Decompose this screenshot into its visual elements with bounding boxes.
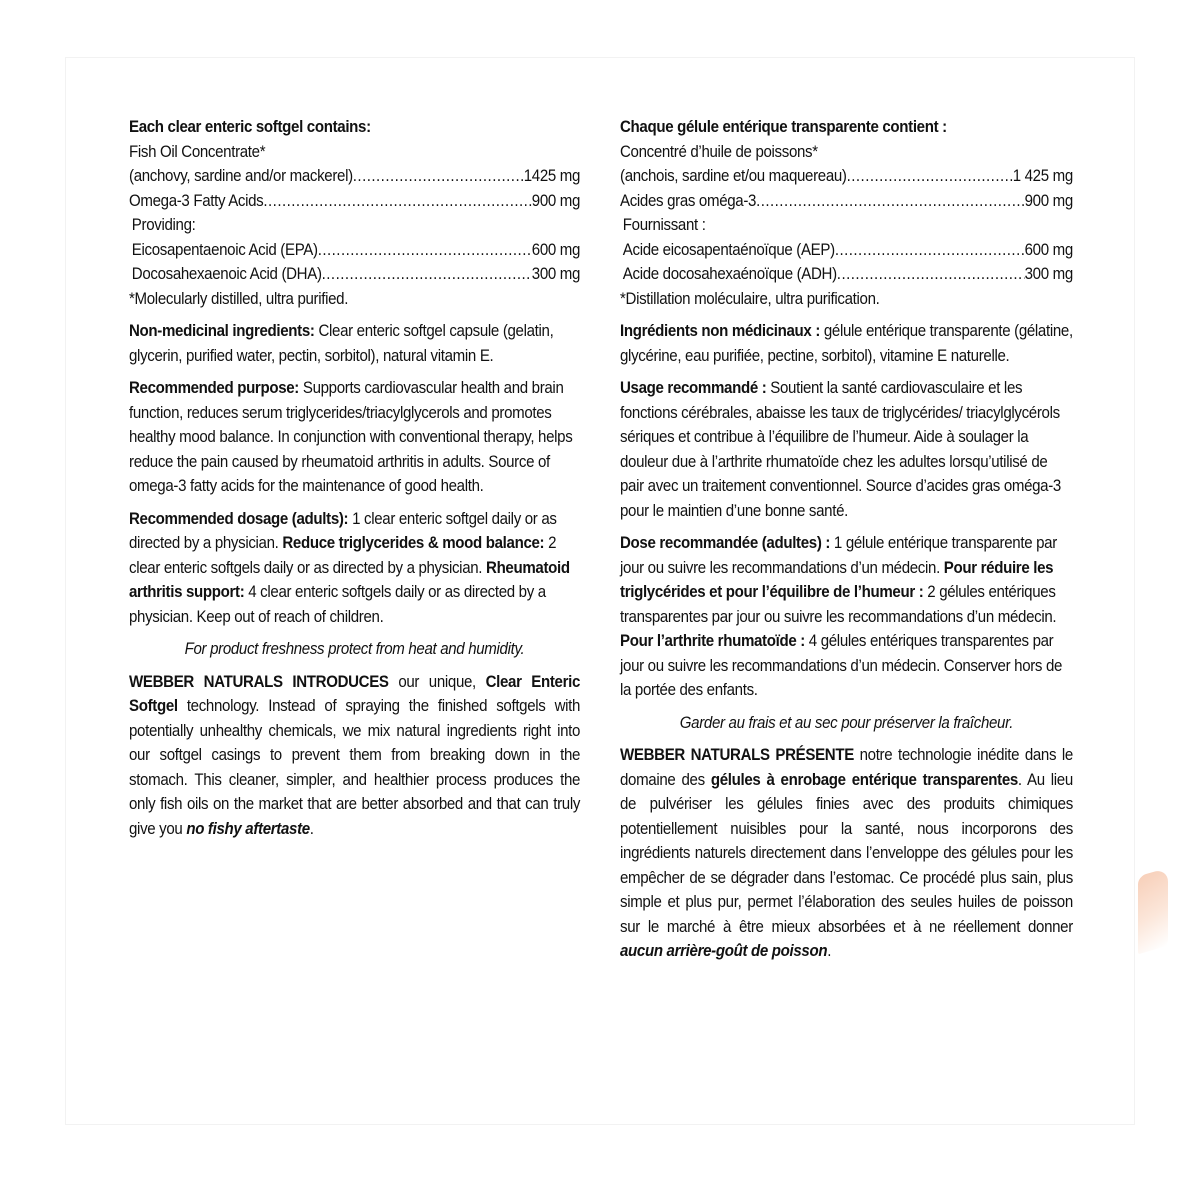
fish-oil-label-fr: Concentré d’huile de poissons* (620, 142, 818, 161)
intro-paragraph-en: WEBBER NATURALS INTRODUCES our unique, Clear Enteric Softgel technology. Instead of spraying the finished softgels with potentially unhealthy chemicals, we mix natural ingredients right into our softgel casings to prevent them from breaking down in the stomach. This cleaner, simpler, and healthier process produces the only fish oils on the market that are better absorbed and that can truly give you no fishy aftertaste. (129, 672, 581, 838)
fish-oil-label-en: Fish Oil Concentrate* (129, 142, 266, 161)
ingredient-row-en: Docosahexaenoic Acid (DHA) ..... 300 mg (129, 262, 580, 287)
purpose-paragraph-en: Recommended purpose: Supports cardiovascular health and brain function, reduces serum triglycerides/triacylglycerols and promotes healthy mood balance. In conjunction with conventional therapy, helps reduce the pain caused by rheumatoid arthritis in adults. Source of omega-3 fatty acids for the maintenance of good health. (129, 379, 573, 495)
supplement-facts-fr (620, 115, 1073, 311)
freshness-note-en: For product freshness protect from heat and humidity. (184, 640, 525, 658)
purpose-paragraph-fr: Usage recommandé : Soutient la santé cardiovasculaire et les fonctions cérébrales, abaisse les taux de triglycérides/ triacylglycérols sériques et contribue à l’équilibre de l’humeur. Aide à soulager la douleur due à l’arthrite rhumatoïde chez les adultes lorsqu’utilisé de pair avec un traitement conventionnel. Source d’acides gras oméga-3 pour le maintien d’une bonne santé. (620, 379, 1061, 520)
contains-heading-en: Each clear enteric softgel contains: (129, 118, 371, 136)
ingredient-row-fr: Acide docosahexaénoïque (ADH) ..... 300 mg (620, 262, 1073, 287)
ingredient-row-en: Eicosapentaenoic Acid (EPA) ..... 600 mg (129, 238, 580, 263)
ingredient-row-fr: Acide eicosapentaénoïque (AEP) ..... 600 mg (620, 238, 1073, 263)
footnote-fr: *Distillation moléculaire, ultra purification. (620, 289, 880, 308)
ingredient-row-en: (anchovy, sardine and/or mackerel) ..... 1425 mg (129, 164, 580, 189)
dosage-paragraph-en: Recommended dosage (adults): 1 clear enteric softgel daily or as directed by a physician. Reduce triglycerides & mood balance: 2 clear enteric softgels daily or as directed by a physician. Rheumatoid arthritis support: 4 clear enteric softgels daily or as directed by a physician. Keep out of reach of children. (129, 509, 570, 626)
english-column (129, 115, 580, 849)
contains-heading-fr: Chaque gélule entérique transparente contient : (620, 118, 947, 136)
dosage-paragraph-fr: Dose recommandée (adultes) : 1 gélule entérique transparente par jour ou suivre les recommandations d’un médecin. Pour réduire les triglycérides et pour l’équilibre de l’humeur : 2 gélules entériques transparentes par jour ou suivre les recommandations d’un médecin. Pour l’arthrite rhumatoïde : 4 gélules entériques transparentes par jour ou suivre les recommandations d’un médecin. Conserver hors de la portée des enfants. (620, 534, 1063, 699)
supplement-facts-en (129, 115, 580, 311)
ingredient-row-fr: Acides gras oméga-3 ..... 900 mg (620, 189, 1073, 214)
french-column (620, 115, 1073, 972)
providing-label-en: Providing: (131, 216, 196, 234)
ingredient-row-en: Omega-3 Fatty Acids ..... 900 mg (129, 189, 580, 214)
footnote-en: *Molecularly distilled, ultra purified. (129, 289, 349, 308)
nonmedicinal-paragraph-en: Non-medicinal ingredients: Clear enteric softgel capsule (gelatin, glycerin, purified water, pectin, sorbitol), natural vitamin E. (129, 322, 554, 365)
nonmedicinal-paragraph-fr: Ingrédients non médicinaux : gélule entérique transparente (gélatine, glycérine, eau purifiée, pectine, sorbitol), vitamine E naturelle. (620, 322, 1073, 365)
providing-label-fr: Fournissant : (622, 216, 706, 234)
intro-paragraph-fr: WEBBER NATURALS PRÉSENTE notre technologie inédite dans le domaine des gélules à enrobage entérique transparentes. Au lieu de pulvériser les gélules finies avec des produits chimiques potentiellement nuisibles pour la santé, nous incorporons des ingrédients naturels directement dans l’enveloppe des gélules pour les empêcher de se dégrader dans l’estomac. Ce procédé plus sain, plus simple et plus pur, permet l’élaboration des seules huiles de poisson sur le marché à être mieux absorbées et à ne réellement donner aucun arrière-goût de poisson. (620, 746, 1073, 960)
freshness-note-fr: Garder au frais et au sec pour préserver la fraîcheur. (679, 713, 1014, 732)
decorative-peach-swatch (1138, 868, 1168, 955)
ingredient-row-fr: (anchois, sardine et/ou maquereau) ..... 1 425 mg (620, 164, 1073, 189)
